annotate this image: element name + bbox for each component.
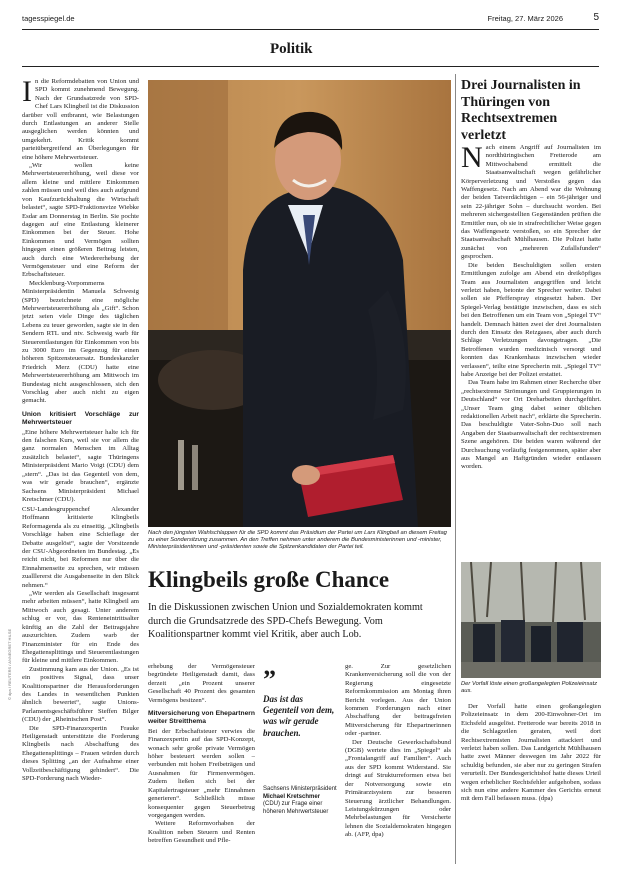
paragraph: Mecklenburg-Vorpommerns Ministerpräsidentin Manuela Schwesig (SPD) bezeichnete eine mögliche Mehrwertsteuererhöhung als „Gift“. Schon jetzt seien viele Dinge des täglichen Lebens zu teuer geworden, sagte sie in den Sendern RTL und ntv. Schwesig warb für Steuerentlastungen für Einkommen von bis zu 3000 Euro im Gegenzug für einen höheren Spitzensteuersatz. Bundeskanzler Friedrich Merz (CDU) hatte eine Mehrwertsteuererhöhung am Mittwoch im Bundestag nicht ausgeschlossen, sich den Vorschlag aber auch nicht zu eigen gemacht.: [22, 279, 139, 405]
subheading: Union kritisiert Vorschläge zur Mehrwertsteuer: [22, 410, 139, 427]
section-title: Politik: [270, 41, 313, 57]
main-article-column-5: [345, 663, 451, 872]
side-photo: [461, 562, 601, 678]
paragraph: Der Deutsche Gewerkschaftsbund (DGB) wertete dies im „Spiegel“ als „Frontalangriff auf Familien“. Auch aus der SPD kommt Widerstand. Sie dringt auf Strukturreformen etwa bei der Notversorgung sowie ein Primärarztsystem zur besseren Steuerung ärztlicher Behandlungen. Leistungskürzungen oder Mehrbelastungen für Versicherte lehnen die Sozialdemokraten hingegen ab. (AFP, dpa): [345, 738, 451, 839]
quote-mark: ”: [263, 665, 276, 694]
drop-cap: N: [461, 144, 483, 174]
paragraph: n die Reformdebatten von Union und SPD kommt zunehmend Bewegung. Nach der Grundsatzrede von SPD-Chef Lars Klingbeil ist die Diskussion darüber voll entbrannt, wie Belastungen durch Entlastungen an anderer Stelle ausgeglichen werden könnten und umgekehrt. Kritik kommt parteiübergreifend an Überlegungen für eine höhere Mehrwertsteuer.: [22, 78, 139, 161]
paragraph: „Eine höhere Mehrwertsteuer halte ich für den falschen Kurs, weil sie vor allem die ganz normalen Menschen im Alltag zusätzlich belastet“, sagte Thüringens Ministerpräsident Mario Voigt (CDU) dem „stern“. „Das ist das Gegenteil von dem, was wir gerade brauchen“, ergänzte Sachsens Ministerpräsident Michael Kretschmer (CDU).: [22, 428, 139, 503]
article-lead: In die Diskussionen zwischen Union und Sozialdemokraten kommt durch die Grundsatzrede des SPD-Chefs Bewegung. Vom Koalitionspartner kommt viel Kritik, aber auch Lob.: [148, 602, 423, 641]
paragraph: CSU-Landesgruppenchef Alexander Hoffmann kritisierte Klingbeils Reformagenda als zu einseitig. „Klingbeils Vorschläge haben eine Schieflage der Debatte ausgelöst“, sagte der Vorsitzende der CSU-Abgeordneten im Bundestag. „Es reicht nicht, bei Reformen nur über die Einnahmenseite zu sprechen, wir müssen zualllererst die Ausgabenseite in den Blick nehmen.“: [22, 506, 139, 589]
section-rule: [22, 66, 599, 67]
side-photo-caption: Der Vorfall löste einen großangelegten Polizeieinsatz aus.: [461, 681, 598, 694]
paragraph: Bei der Erbschaftsteuer verwies die Finanzexpertin auf das SPD-Konzept, wonach sehr große private Vermögen höher besteuert werden sollen – verbunden mit hohen Freibeträgen und Ausnahmen für Firmenvermögen. Zudem ließen sich bei der Kapitalertragsteuer „mehr Einnahmen generieren“. Schließlich müsse konsequenter gegen Steuerbetrug vorgegangen werden.: [148, 727, 255, 819]
side-article-body-continued: [461, 703, 601, 872]
main-photo-illustration: [148, 80, 451, 527]
page-number: 5: [593, 12, 599, 23]
paragraph: ge. Zur gesetzlichen Krankenversicherung soll die von der Regierung eingesetzte Reformkommission am Montag ihren Bericht vorlegen. Aus der Union kommen Forderungen nach einer Abschaffung der beitragsfreien Mitversicherung für Ehepartnerinnen oder -partner.: [345, 663, 451, 738]
header-rule: [22, 29, 599, 30]
subheading: Mitversicherung von Ehepartnern weiter Streitthema: [148, 710, 255, 726]
photo-credit: © dpa / REUTERS / ANNEGRET HILSE: [7, 628, 12, 700]
paragraph: Das Team habe im Rahmen einer Recherche über „rechtsextreme Strömungen und Gruppierungen in Deutschland“ vor Ort Dreharbeiten durchgeführt. „Unser Team ging dabei seiner üblichen redaktionellen Arbeit nach“, erklärte die Sprecherin. Das beschuldigte Vater-Sohn-Duo soll nach Angaben der Staatsanwaltschaft der rechtsextremen Szene angehören. Die beiden waren während der Durchsuchung vorläufig festgenommen, später aber aus Mangel an Haftgründen wieder entlassen worden.: [461, 379, 601, 471]
paragraph: Die beiden Beschuldigten sollen ersten Ermittlungen zufolge am Abend ein dreiköpfiges Team aus Journalisten angegriffen und leicht verletzt haben, betonte der Sprecher weiter. Dabei sollen sie Pfefferspray eingesetzt haben. Der Spiegel-Verlag bestätigte inzwischen, dass es sich bei den Betroffenen um ein Team von „Spiegel TV“ handelt. Demnach hätten zwei der drei Journalisten durch den Einsatz des Reizgases, aber auch durch Schläge Verletzungen davongetragen. „Die Betroffenen wurden medizinisch versorgt und konnten das Krankenhaus inzwischen wieder verlassen“, teilte eine Sprecherin mit. „Spiegel TV“ habe Anzeige bei der Polizei erstattet.: [461, 261, 601, 378]
paragraph: „Wir wollen keine Mehrwertsteuererhöhung, weil diese vor allem kleine und mittlere Einkommen zahlen müssen und weil dies auch aufgrund von Kaufzurückhaltung die Wirtschaft belastet“, sagte SPD-Fraktionsvize Wiebke Esdar am Donnerstag in Berlin. Sie pochte dagegen auf eine Entlastung kleinerer Einkommen bei der Steuer. Hohe Einkommen und Vermögen sollten hingegen einen größeren Beitrag leisten, auch durch eine Wiedererhebung der Vermögensteuer und eine Reform der Erbschaftsteuer.: [22, 162, 139, 279]
drop-cap: I: [22, 78, 32, 108]
paragraph: Zustimmung kam aus der Union. „Es ist ein positives Signal, dass unser Koalitionspartner die Herausforderungen des Landes in wesentlichen Punkten ähnlich bewertet“, sagte Unions-Parlamentsgeschäftsführer Steffen Bilger (CDU) der „Rheinischen Post“.: [22, 665, 139, 724]
quote-source: [263, 786, 338, 816]
quote-source-note: (CDU) zur Frage einer höheren Mehrwertsteuer: [263, 801, 329, 815]
pull-quote: Das ist das Gegenteil von dem, was wir gerade brauchen.: [263, 694, 335, 738]
quote-source-name: Michael Kretschmer: [263, 793, 321, 800]
side-article-body: [461, 144, 601, 558]
article-headline: Klingbeils große Chance: [148, 567, 390, 592]
side-photo-illustration: [461, 562, 601, 678]
paragraph: Der Vorfall hatte einen großangelegten Polizeieinsatz in dem 200-Einwohner-Ort im Eichsfeld ausgelöst. Fretterode war bereits 2018 in die Schlagzeilen geraten, weil dort Rechtsextremisten Journalisten attackiert und verletzt haben sollen. Das Landgericht Mühlhausen hatte zwei Männer deswegen im Jahr 2022 für schuldig befunden, sie aber nur zu geringen Strafen verurteilt. Der Bundesgerichtshof hatte dieses Urteil wegen erheblicher Rechtsfehler aufgehoben, sodass sich nun eine andere Kammer des Gerichts erneut mit dem Fall befassen muss. (dpa): [461, 703, 601, 803]
paragraph: „Wir werden als Gesellschaft insgesamt mehr arbeiten müssen“, hatte Klingbeil am Mittwoch auch gesagt. Unter anderem schlug er vor, das Renteneintrittsalter künftig an die Zahl der Beitragsjahre auszurichten. Zudem warb der Finanzminister für ein Ende des Ehegattensplittings und Steuerentlastungen für kleine und mittlere Einkommen.: [22, 590, 139, 665]
main-article-column-2: [22, 506, 139, 866]
quote-source-role: Sachsens Ministerpräsident: [263, 786, 337, 792]
issue-date: Freitag, 27. März 2026: [487, 14, 563, 23]
side-article-headline: Drei Journalisten in Thüringen von Rechtsextremen verletzt: [461, 78, 581, 143]
paragraph: Weitere Reformvorhaben der Koalition neben Steuern und Renten betreffen Gesundheit und Pfle-: [148, 820, 255, 845]
paragraph: ach einem Angriff auf Journalisten im nordthüringischen Fretterode am Mittwochabend ermittelt die Staatsanwaltschaft wegen gefährlicher Körperverletzung und Verstoßes gegen das Waffengesetz. Nach am Abend war die Wohnung der beiden Tatverdächtigen – ein 56-jähriger und sein 22-jähriger Sohn – durchsucht worden. Bei mehreren sichergestellten Gegenständen prüften die Ermittler nun, ob sie in strafrechtlicher Weise gegen das Waffengesetz verstoßen, so ein Sprecher der Staatsanwaltschaft Mühlhausen. Die Polizei hatte zunächst von „mehreren Zufallsfunden“ gesprochen.: [461, 144, 601, 261]
site-name: tagesspiegel.de: [22, 14, 75, 23]
paragraph: Die SPD-Finanzexpertin Frauke Heiligenstadt unterstützte die Forderung Klingbeils nach Abschaffung des Ehegattensplittings – Frauen würden durch dieses Splitting „an der Aufnahme einer Vollzeitbeschäftigung gehindert“. Die SPD-Forderung nach Wieder-: [22, 724, 139, 782]
paragraph: erhebung der Vermögensteuer begründete Heiligenstadt damit, dass derzeit „ein Prozent unserer Gesellschaft 40 Prozent des gesamten Vermögens besitzen“.: [148, 663, 255, 704]
photo-caption: Nach den jüngsten Wahlschlappen für die SPD kommt das Präsidium der Partei um Lars Klingbeil an diesem Freitag zu einer Sondersitzung zusammen. An den Treffen nehmen unter anderem die Bundesministerinnen und -minister, Ministerpräsidentinnen und -präsidenten sowie die Spitzenkandidaten der Partei teil.: [148, 530, 447, 550]
main-article-column-1: [22, 78, 139, 504]
main-photo: [148, 80, 451, 527]
column-divider: [455, 74, 456, 864]
main-article-column-3: [148, 663, 255, 872]
